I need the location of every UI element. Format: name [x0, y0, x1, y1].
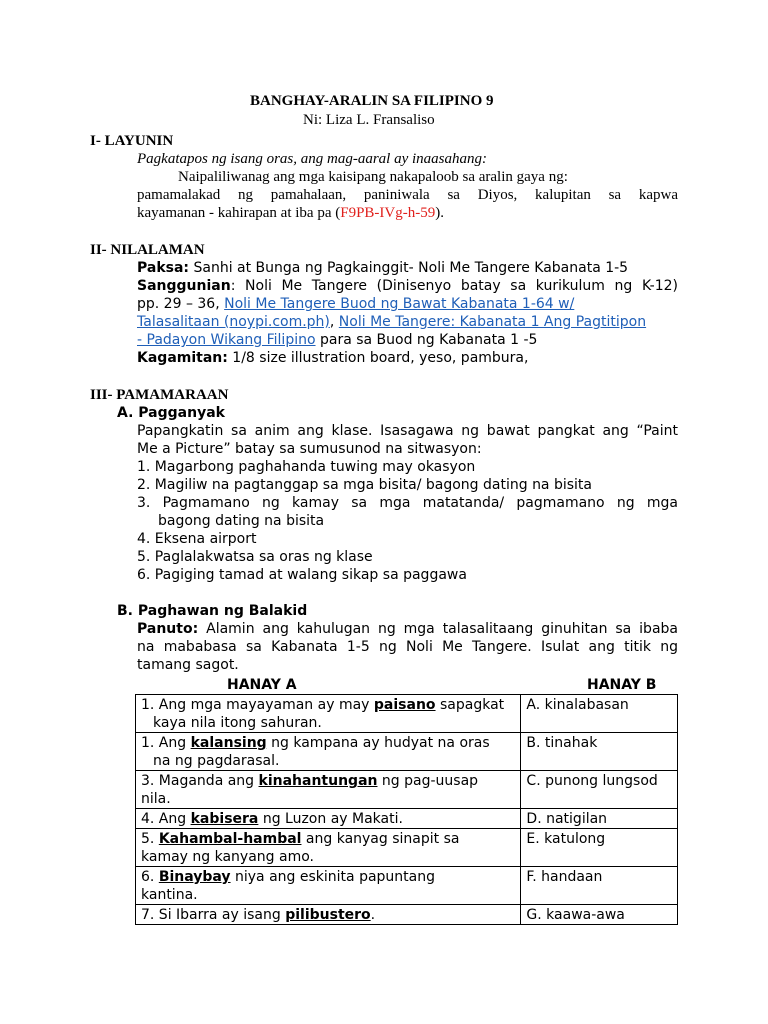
- item-text: 1. Ang: [141, 735, 191, 751]
- vocabulary-word: pilibustero: [285, 907, 371, 923]
- vocabulary-word: Binaybay: [158, 869, 231, 885]
- objective-line-2: pamamalakad ng pamahalaan, paniniwala sa Diyos, kalupitan sa kapwa: [137, 187, 678, 203]
- hanay-a-cell: [136, 867, 521, 905]
- hanay-b-cell: E. katulong: [521, 829, 678, 867]
- table-row: [136, 867, 678, 905]
- panuto-line-2: na mababasa sa Kabanata 1-5 ng Noli Me Tangere. Isulat ang titik ng: [137, 639, 678, 655]
- objective-line-3-text: kayamanan - kahirapan at iba pa (: [137, 205, 341, 221]
- section-2-heading: II- NILALAMAN: [90, 242, 205, 258]
- table-row: [136, 733, 678, 771]
- hanay-b-cell: A. kinalabasan: [521, 695, 678, 733]
- sanggunian-pages: pp. 29 – 36,: [137, 296, 225, 312]
- item-text: 6.: [141, 869, 159, 885]
- item-text-cont: kantina.: [141, 887, 198, 903]
- situation-item-3: 3. Pagmamano ng kamay sa mga matatanda/ pagmamano ng mga: [137, 495, 678, 511]
- hanay-b-cell: B. tinahak: [521, 733, 678, 771]
- matching-table: [135, 694, 678, 925]
- reference-link-2[interactable]: Noli Me Tangere: Kabanata 1 Ang Pagtitipon: [338, 314, 647, 330]
- kagamitan-line: [137, 349, 528, 367]
- sanggunian-text: : Noli Me Tangere (Dinisenyo batay sa kurikulum ng K-12): [230, 278, 678, 294]
- objective-line-1: Naipaliliwanag ang mga kaisipang nakapaloob sa aralin gaya ng:: [178, 169, 568, 185]
- hanay-b-cell: C. punong lungsod: [521, 771, 678, 809]
- section-3-heading: III- PAMAMARAAN: [90, 387, 229, 403]
- item-text: 3. Maganda ang: [141, 773, 259, 789]
- situation-item-4: 4. Eksena airport: [137, 531, 257, 547]
- item-text: .: [370, 907, 376, 923]
- item-text: ang kanyag sinapit sa: [301, 831, 460, 847]
- table-row: [136, 695, 678, 733]
- panuto-label: Panuto:: [137, 621, 199, 637]
- pagganyak-para-2: Me a Picture” batay sa sumusunod na sitwasyon:: [137, 441, 482, 457]
- hanay-b-cell: F. handaan: [521, 867, 678, 905]
- paksa-text: Sanhi at Bunga ng Pagkainggit- Noli Me Tangere Kabanata 1-5: [189, 260, 629, 276]
- table-row: [136, 771, 678, 809]
- item-text: ng pag-uusap: [377, 773, 479, 789]
- pagganyak-heading: A. Pagganyak: [117, 405, 225, 421]
- objective-line-3-end: ).: [435, 205, 444, 221]
- item-text-cont: kaya nila itong sahuran.: [153, 715, 322, 731]
- item-text: 5.: [141, 831, 159, 847]
- table-row: [136, 905, 678, 925]
- pagganyak-para-1: Papangkatin sa anim ang klase. Isasagawa ng bawat pangkat ang “Paint: [137, 423, 678, 439]
- vocabulary-word: paisano: [373, 697, 436, 713]
- item-text: 7. Si Ibarra ay isang: [141, 907, 286, 923]
- competency-code: F9PB-IVg-h-59: [340, 205, 436, 221]
- hanay-a-cell: [136, 733, 521, 771]
- situation-item-3-cont: bagong dating na bisita: [158, 513, 325, 529]
- item-text: 1. Ang mga mayayaman ay may: [141, 697, 374, 713]
- situation-item-5: 5. Paglalakwatsa sa oras ng klase: [137, 549, 373, 565]
- objective-intro: Pagkatapos ng isang oras, ang mag-aaral ay inaasahang:: [137, 151, 487, 167]
- panuto-line-1: [137, 620, 678, 638]
- hanay-a-cell: [136, 829, 521, 867]
- item-text: niya ang eskinita papuntang: [230, 869, 435, 885]
- hanay-a-cell: [136, 695, 521, 733]
- table-row: [136, 829, 678, 867]
- panuto-line-3: tamang sagot.: [137, 657, 239, 673]
- kagamitan-label: Kagamitan:: [137, 350, 228, 366]
- item-text: sapagkat: [435, 697, 505, 713]
- hanay-a-header: HANAY A: [227, 677, 297, 693]
- sanggunian-end: para sa Buod ng Kabanata 1 -5: [315, 332, 538, 348]
- hanay-b-header: HANAY B: [587, 677, 657, 693]
- paksa-label: Paksa:: [137, 260, 190, 276]
- item-text: ng kampana ay hudyat na oras: [266, 735, 490, 751]
- item-text: ng Luzon ay Makati.: [258, 811, 403, 827]
- situation-item-6: 6. Pagiging tamad at walang sikap sa paggawa: [137, 567, 467, 583]
- situation-item-2: 2. Magiliw na pagtanggap sa mga bisita/ bagong dating na bisita: [137, 477, 592, 493]
- document-author: Ni: Liza L. Fransaliso: [303, 112, 435, 128]
- item-text-cont: na ng pagdarasal.: [153, 753, 280, 769]
- vocabulary-word: kalansing: [190, 735, 267, 751]
- paksa-line: [137, 259, 628, 277]
- vocabulary-word: kinahantungan: [258, 773, 378, 789]
- sanggunian-label: Sanggunian: [137, 278, 231, 294]
- hanay-b-cell: G. kaawa-awa: [521, 905, 678, 925]
- hanay-a-cell: [136, 905, 521, 925]
- sanggunian-line-1: [137, 277, 678, 295]
- item-text-cont: kamay ng kanyang amo.: [141, 849, 314, 865]
- item-text-cont: nila.: [141, 791, 171, 807]
- hanay-a-cell: [136, 809, 521, 829]
- vocabulary-word: Kahambal-hambal: [158, 831, 302, 847]
- vocabulary-word: kabisera: [190, 811, 259, 827]
- hanay-b-cell: D. natigilan: [521, 809, 678, 829]
- sanggunian-line-4: [137, 331, 537, 349]
- sanggunian-line-3: [137, 313, 646, 331]
- item-text: 4. Ang: [141, 811, 191, 827]
- document-title: BANGHAY-ARALIN SA FILIPINO 9: [250, 93, 494, 109]
- section-1-heading: I- LAYUNIN: [90, 133, 174, 149]
- situation-item-1: 1. Magarbong paghahanda tuwing may okasyon: [137, 459, 476, 475]
- table-row: [136, 809, 678, 829]
- sanggunian-line-2: [137, 295, 574, 313]
- reference-link-1-cont[interactable]: Talasalitaan (noypi.com.ph): [137, 314, 330, 330]
- panuto-text: Alamin ang kahulugan ng mga talasalitaang ginuhitan sa ibaba: [198, 621, 678, 637]
- reference-link-1[interactable]: Noli Me Tangere Buod ng Bawat Kabanata 1-64 w/: [224, 296, 575, 312]
- reference-separator: ,: [329, 314, 339, 330]
- reference-link-2-cont[interactable]: - Padayon Wikang Filipino: [137, 332, 316, 348]
- hanay-a-cell: [136, 771, 521, 809]
- kagamitan-text: 1/8 size illustration board, yeso, pambura,: [227, 350, 529, 366]
- paghawan-heading: B. Paghawan ng Balakid: [117, 603, 308, 619]
- objective-line-3: [137, 204, 444, 222]
